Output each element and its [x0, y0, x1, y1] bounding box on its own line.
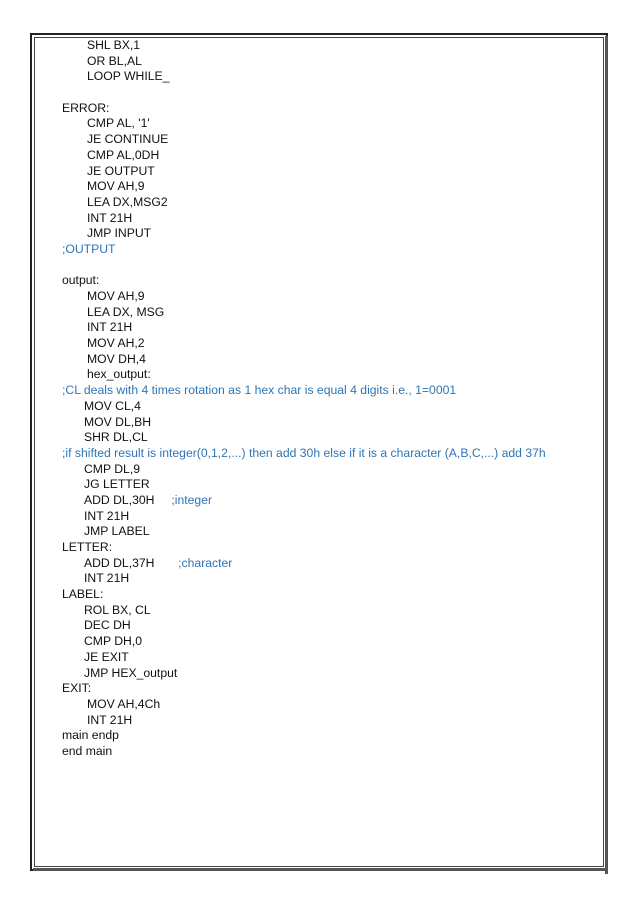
code-line: INT 21H	[87, 320, 133, 335]
code-line: JG LETTER	[84, 477, 150, 492]
code-line: CMP DH,0	[84, 634, 143, 649]
code-line: MOV CL,4	[84, 398, 141, 413]
code-line: MOV DL,BH	[84, 414, 152, 429]
code-label: EXIT:	[62, 681, 92, 696]
code-line: OR BL,AL	[87, 53, 142, 68]
code-line: LEA DX, MSG	[87, 304, 165, 319]
code-label: ERROR:	[62, 100, 110, 115]
code-line: DEC DH	[84, 618, 131, 633]
code-line: JMP HEX_output	[84, 665, 178, 680]
code-line: JE OUTPUT	[87, 163, 155, 178]
code-comment: ;character	[178, 555, 233, 570]
code-line: MOV DH,4	[87, 351, 146, 366]
code-line: MOV AH,4Ch	[87, 696, 161, 711]
page-border-shadow-bottom	[33, 868, 608, 871]
code-line: INT 21H	[87, 210, 133, 225]
code-instruction: ADD DL,37H	[84, 555, 155, 570]
code-line: JE CONTINUE	[87, 132, 169, 147]
blank-line	[62, 258, 602, 274]
code-label: hex_output:	[87, 367, 151, 382]
code-instruction: ADD DL,30H	[84, 492, 155, 507]
code-label: output:	[62, 273, 100, 288]
code-line: LEA DX,MSG2	[87, 194, 168, 209]
page-border-shadow-right	[605, 36, 608, 874]
code-comment: ;OUTPUT	[62, 241, 116, 256]
code-label: LETTER:	[62, 540, 113, 554]
code-line: CMP DL,9	[84, 461, 140, 476]
code-line	[62, 493, 602, 509]
code-label: LABEL:	[62, 587, 104, 602]
code-line: MOV AH,9	[87, 289, 145, 303]
code-comment: ;integer	[171, 492, 213, 507]
code-line: CMP AL,0DH	[87, 147, 160, 162]
code-line: SHR DL,CL	[84, 430, 148, 445]
blank-line	[62, 85, 602, 101]
code-line: INT 21H	[87, 712, 133, 727]
code-line: INT 21H	[84, 508, 130, 523]
code-line: SHL BX,1	[87, 38, 141, 52]
code-line: MOV AH,2	[87, 336, 145, 351]
code-listing	[62, 38, 602, 760]
code-line	[62, 556, 602, 572]
code-line: JE EXIT	[84, 649, 129, 664]
code-line: end main	[62, 743, 113, 758]
code-line: MOV AH,9	[87, 179, 145, 194]
code-comment: ;CL deals with 4 times rotation as 1 hex char is equal 4 digits i.e., 1=0001	[62, 383, 457, 398]
code-line: JMP INPUT	[87, 226, 152, 241]
code-line: LOOP WHILE_	[87, 69, 170, 84]
code-line: INT 21H	[84, 571, 130, 586]
code-line: ROL BX, CL	[84, 602, 151, 617]
code-comment: ;if shifted result is integer(0,1,2,...) then add 30h else if it is a character (A,B,C,...) add 37h	[62, 445, 546, 460]
code-line: JMP LABEL	[84, 524, 150, 539]
code-line: main endp	[62, 728, 119, 743]
code-line: CMP AL, '1'	[87, 116, 150, 131]
